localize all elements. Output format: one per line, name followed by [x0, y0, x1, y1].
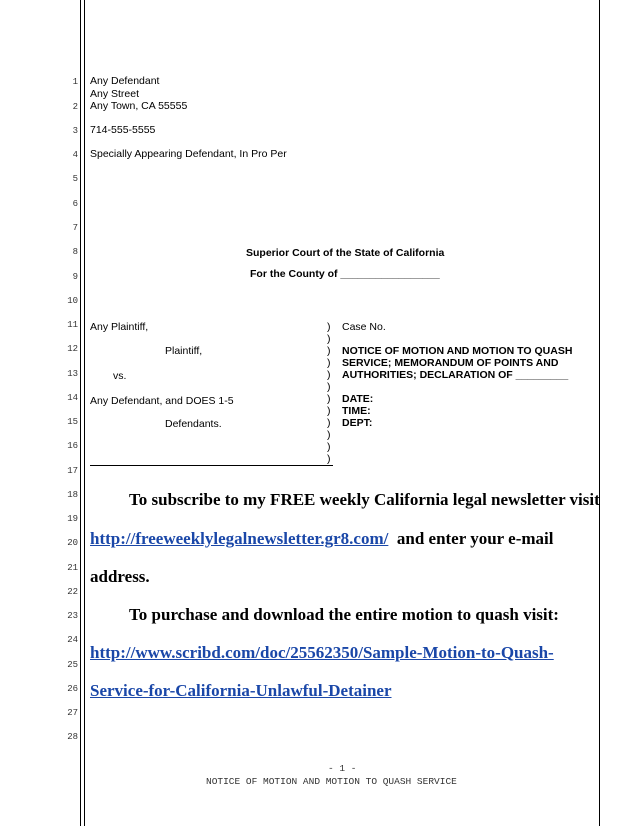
newsletter-paragraph-rest: and enter your e-mail: [396, 529, 554, 548]
purchase-paragraph-line-1: To purchase and download the entire motion to quash visit:: [129, 605, 559, 624]
line-number: 25: [67, 660, 78, 670]
scribd-link-line-1[interactable]: http://www.scribd.com/doc/25562350/Sample-Motion-to-Quash-: [90, 643, 554, 662]
party-city: Any Town, CA 55555: [90, 100, 188, 112]
line-number: 1: [72, 77, 78, 87]
caption-vs: vs.: [113, 370, 127, 382]
line-number: 10: [67, 296, 78, 306]
caption-paren: ): [327, 345, 331, 357]
line-number: 23: [67, 611, 78, 621]
line-number: 3: [72, 126, 78, 136]
caption-paren: ): [327, 369, 331, 381]
line-number: 12: [67, 344, 78, 354]
caption-defendant-role: Defendants.: [165, 418, 222, 430]
right-margin-rule: [599, 0, 600, 826]
hearing-dept-label: DEPT:: [342, 417, 373, 429]
page-number: - 1 -: [328, 763, 357, 774]
line-number: 7: [72, 223, 78, 233]
line-number: 19: [67, 514, 78, 524]
newsletter-paragraph-line-1: To subscribe to my FREE weekly California legal newsletter visit: [129, 490, 600, 509]
newsletter-paragraph-line-3: address.: [90, 567, 150, 586]
line-number: 13: [67, 369, 78, 379]
line-number: 5: [72, 174, 78, 184]
caption-underline: [90, 465, 333, 466]
caption-paren: ): [327, 357, 331, 369]
case-number-label: Case No.: [342, 321, 386, 333]
caption-paren: ): [327, 417, 331, 429]
caption-paren: ): [327, 321, 331, 333]
hearing-time-label: TIME:: [342, 405, 371, 417]
hearing-date-label: DATE:: [342, 393, 374, 405]
newsletter-link[interactable]: http://freeweeklylegalnewsletter.gr8.com/: [90, 529, 389, 548]
line-number: 24: [67, 635, 78, 645]
line-number: 4: [72, 150, 78, 160]
newsletter-paragraph-line-2: [90, 529, 553, 549]
caption-paren: ): [327, 429, 331, 441]
caption-paren: ): [327, 381, 331, 393]
court-title: Superior Court of the State of California: [246, 247, 445, 259]
line-number: 26: [67, 684, 78, 694]
court-county: For the County of _________________: [250, 268, 440, 280]
line-number: 14: [67, 393, 78, 403]
line-number: 21: [67, 563, 78, 573]
line-number: 18: [67, 490, 78, 500]
caption-plaintiff-role: Plaintiff,: [165, 345, 203, 357]
party-status: Specially Appearing Defendant, In Pro Per: [90, 148, 287, 160]
line-number: 28: [67, 732, 78, 742]
left-margin-rule-outer: [80, 0, 81, 826]
party-street: Any Street: [90, 88, 140, 100]
party-phone: 714-555-5555: [90, 124, 156, 136]
line-number: 27: [67, 708, 78, 718]
caption-paren: ): [327, 393, 331, 405]
line-number: 20: [67, 538, 78, 548]
left-margin-rule-inner: [84, 0, 85, 826]
line-number: 2: [72, 102, 78, 112]
line-number: 16: [67, 441, 78, 451]
party-name: Any Defendant: [90, 75, 160, 87]
caption-paren: ): [327, 441, 331, 453]
document-title-line-2: SERVICE; MEMORANDUM OF POINTS AND: [342, 357, 559, 369]
caption-paren: ): [327, 333, 331, 345]
document-title-line-1: NOTICE OF MOTION AND MOTION TO QUASH: [342, 345, 573, 357]
caption-paren: ): [327, 453, 331, 465]
caption-paren: ): [327, 405, 331, 417]
line-number: 9: [72, 272, 78, 282]
line-number: 11: [67, 320, 78, 330]
caption-plaintiff: Any Plaintiff,: [90, 321, 149, 333]
caption-defendant: Any Defendant, and DOES 1-5: [90, 395, 234, 407]
document-title-line-3: AUTHORITIES; DECLARATION OF _________: [342, 369, 569, 381]
line-number: 22: [67, 587, 78, 597]
line-number: 8: [72, 247, 78, 257]
line-number: 6: [72, 199, 78, 209]
line-number: 15: [67, 417, 78, 427]
scribd-link-line-2[interactable]: Service-for-California-Unlawful-Detainer: [90, 681, 392, 700]
footer-title: NOTICE OF MOTION AND MOTION TO QUASH SERVICE: [206, 776, 457, 787]
line-number: 17: [67, 466, 78, 476]
